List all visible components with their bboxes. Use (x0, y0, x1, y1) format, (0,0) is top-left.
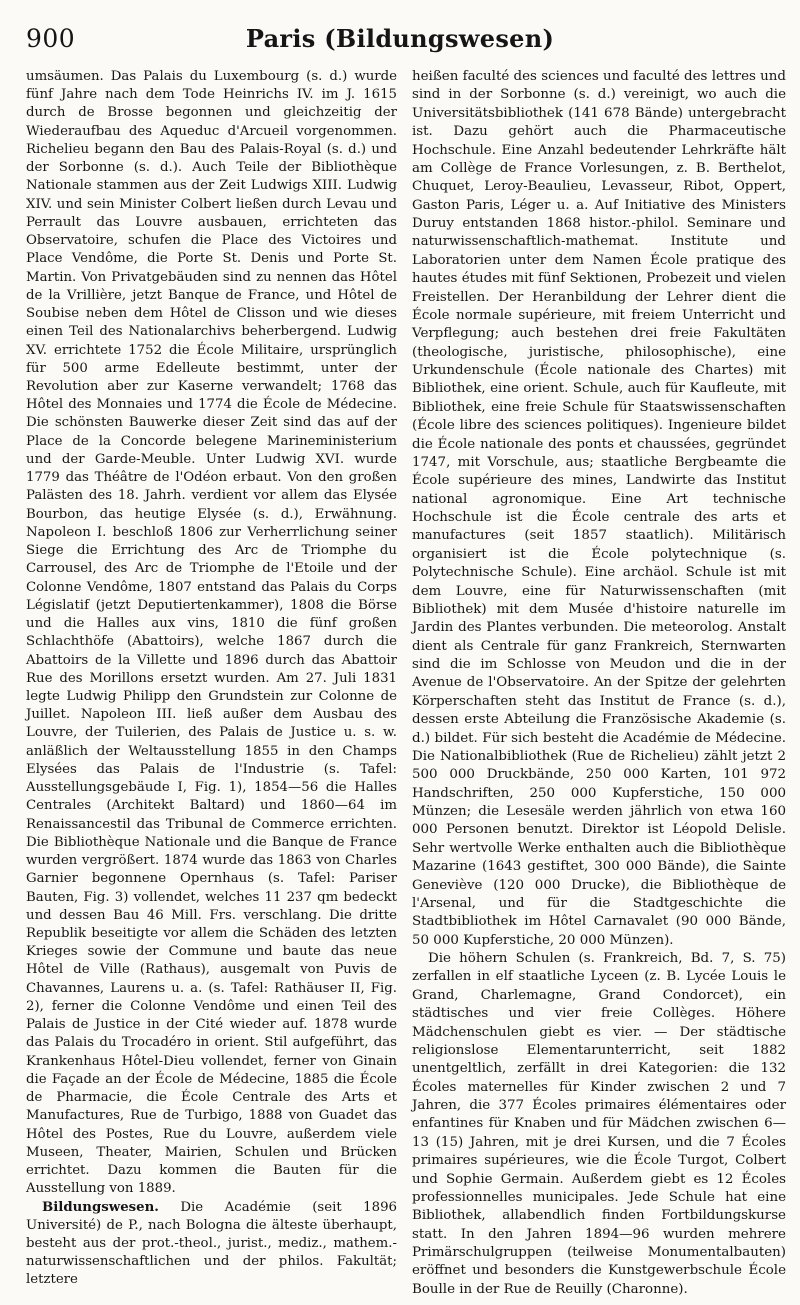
left-paragraph-2 (26, 1199, 397, 1290)
right-paragraph-2: Die höhern Schulen (s. Frankreich, Bd. 7, S. 75) zerfallen in elf staatliche Lyceen (z. B. Lycée Louis le Grand, Charlemagne, Grand Condorcet), ein städtisches und vier freie Collèges. Höhere Mädchenschulen giebt es vier. — Der städtische religionslose Elementarunterricht, seit 1882 unentgeltlich, zerfällt in drei Kategorien: die 132 Écoles maternelles für Kinder zwischen 2 und 7 Jahren, die 377 Écoles primaires élémentaires oder enfantines für Knaben und für Mädchen zwischen 6—13 (15) Jahren, mit je drei Kursen, und die 7 Écoles primaires supérieures, wie die École Turgot, Colbert und Sophie Germain. Außerdem giebt es 12 Écoles professionnelles municipales. Jede Schule hat eine Bibliothek, allabendlich finden Fortbildungskurse statt. In den Jahren 1894—96 wurden mehrere Primärschulgruppen (teilweise Monumentalbauten) eröffnet und besonders die Kunstgewerbschule École Boulle in der Rue de Reuilly (Charonne). (412, 951, 786, 1297)
left-column (26, 68, 397, 1290)
page-header (0, 0, 800, 68)
left-paragraph-1: umsäumen. Das Palais du Luxembourg (s. d.) wurde fünf Jahre nach dem Tode Heinrichs IV. im J. 1615 durch de Brosse begonnen und gleichzeitig der Wiederaufbau des Aqueduc d'Arcueil vorgenommen. Richelieu begann den Bau des Palais-Royal (s. d.) und der Sorbonne (s. d.). Auch Teile der Bibliothèque Nationale stammen aus der Zeit Ludwigs XIII. Ludwig XIV. und sein Minister Colbert ließen durch Levau und Perrault das Louvre ausbauen, errichteten das Observatoire, schufen die Place des Victoires und Place Vendôme, die Porte St. Denis und Porte St. Martin. Von Privatgebäuden sind zu nennen das Hôtel de la Vrillière, jetzt Banque de France, und Hôtel de Soubise neben dem Hôtel de Clisson und wie dieses einen Teil des Nationalarchivs beherbergend. Ludwig XV. errichtete 1752 die École Militaire, ursprünglich für 500 arme Edelleute bestimmt, unter der Revolution aber zur Kaserne verwandelt; 1768 das Hôtel des Monnaies und 1774 die École de Médecine. Die schönsten Bauwerke dieser Zeit sind das auf der Place de la Concorde belegene Marineministerium und der Garde-Meuble. Unter Ludwig XVI. wurde 1779 das Théâtre de l'Odéon erbaut. Von den großen Palästen des 18. Jahrh. verdient vor allem das Elysée Bourbon, das heutige Elysée (s. d.), Erwähnung. Napoleon I. beschloß 1806 zur Verherrlichung seiner Siege die Errichtung des Arc de Triomphe du Carrousel, des Arc de Triomphe de l'Etoile und der Colonne Vendôme, 1807 entstand das Palais du Corps Législatif (jetzt Deputiertenkammer), 1808 die Börse und die Halles aux vins, 1810 die fünf großen Schlachthöfe (Abattoirs), welche 1867 durch die Abattoirs de la Villette und 1896 durch das Abattoir Rue des Morillons ersetzt wurden. Am 27. Juli 1831 legte Ludwig Philipp den Grundstein zur Colonne de Juillet. Napoleon III. ließ außer dem Ausbau des Louvre, der Tuilerien, des Palais de Justice u. s. w. anläßlich der Weltausstellung 1855 in den Champs Elysées das Palais de l'Industrie (s. Tafel: Ausstellungsgebäude I, Fig. 1), 1854—56 die Halles Centrales (Architekt Baltard) und 1860—64 im Renaissancestil das Tribunal de Commerce errichten. Die Bibliothèque Nationale und die Banque de France wurden vergrößert. 1874 wurde das 1863 von Charles Garnier begonnene Opernhaus (s. Tafel: Pariser Bauten, Fig. 3) vollendet, welches 11 237 qm bedeckt und dessen Bau 46 Mill. Frs. verschlang. Die dritte Republik beseitigte vor allem die Schäden des letzten Krieges sowie der Commune und baute das neue Hôtel de Ville (Rathaus), ausgemalt von Puvis de Chavannes, Laurens u. a. (s. Tafel: Rathäuser II, Fig. 2), ferner die Colonne Vendôme und einen Teil des Palais de Justice in der Cité wieder auf. 1878 wurde das Palais du Trocadéro in orient. Stil aufgeführt, das Krankenhaus Hôtel-Dieu vollendet, ferner von Ginain die Façade an der École de Médecine, 1885 die École de Pharmacie, die École Centrale des Arts et Manufactures, Rue de Turbigo, 1888 von Guadet das Hôtel des Postes, Rue du Louvre, außerdem viele Museen, Theater, Mairien, Schulen und Brücken errichtet. Dazu kommen die Bauten für die Ausstellung von 1889. (26, 69, 397, 1197)
page-number: 900 (26, 24, 76, 53)
left-paragraph-2-text: Die Académie (seit 1896 Université) de P., nach Bologna die älteste überhaupt, besteht aus der prot.-theol., jurist., mediz., mathem.-naturwissenschaftlichen und der philos. Fakultät; letztere (26, 1199, 397, 1288)
right-paragraph-1: heißen faculté des sciences und faculté des lettres und sind in der Sorbonne (s. d.) vereinigt, wo auch die Universitätsbibliothek (141 678 Bände) untergebracht ist. Dazu gehört auch die Pharmaceutische Hochschule. Eine Anzahl bedeutender Lehrkräfte hält am Collège de France Vorlesungen, z. B. Berthelot, Chuquet, Leroy-Beaulieu, Levasseur, Ribot, Oppert, Gaston Paris, Léger u. a. Auf Initiative des Ministers Duruy entstanden 1868 histor.-philol. Seminare und naturwissenschaftlich-mathemat. Institute und Laboratorien unter dem Namen École pratique des hautes études mit fünf Sektionen, Probezeit und vielen Freistellen. Der Heranbildung der Lehrer dient die École normale supérieure, mit freiem Unterricht und Verpflegung; auch bestehen drei freie Fakultäten (theologische, juristische, philosophische), eine Urkundenschule (École nationale des Chartes) mit Bibliothek, eine orient. Schule, auch für Kaufleute, mit Bibliothek, eine freie Schule für Staatswissenschaften (École libre des sciences politiques). Ingenieure bildet die École nationale des ponts et chaussées, gegründet 1747, mit Vorschule, aus; staatliche Bergbeamte die École supérieure des mines, Landwirte das Institut national agronomique. Eine Art technische Hochschule ist die École centrale des arts et manufactures (seit 1857 staatlich). Militärisch organisiert ist die École polytechnique (s. Polytechnische Schule). Eine archäol. Schule ist mit dem Louvre, eine für Naturwissenschaften (mit Bibliothek) mit dem Musée d'histoire naturelle im Jardin des Plantes verbunden. Die meteorolog. Anstalt dient als Centrale für ganz Frankreich, Sternwarten sind die im Schlosse von Meudon und die in der Avenue de l'Observatoire. An der Spitze der gelehrten Körperschaften steht das Institut de France (s. d.), dessen erste Abteilung die Französische Akademie (s. d.) bildet. Für sich besteht die Académie de Médecine. Die Nationalbibliothek (Rue de Richelieu) zählt jetzt 2 500 000 Druckbände, 250 000 Karten, 101 972 Handschriften, 250 000 Kupferstiche, 150 000 Münzen; die Lesesäle werden jährlich von etwa 160 000 Personen benutzt. Direktor ist Léopold Delisle. Sehr wertvolle Werke enthalten auch die Bibliothèque Mazarine (1643 gestiftet, 300 000 Bände), die Sainte Geneviève (120 000 Drucke), die Bibliothèque de l'Arsenal, und für die Stadtgeschichte die Stadtbibliothek im Hôtel Carnavalet (90 000 Bände, 50 000 Kupferstiche, 20 000 Münzen). (412, 69, 786, 948)
right-column (412, 68, 786, 1299)
section-heading-bildungswesen: Bildungswesen. (42, 1199, 159, 1215)
running-head: Paris (Bildungswesen) (245, 24, 555, 53)
